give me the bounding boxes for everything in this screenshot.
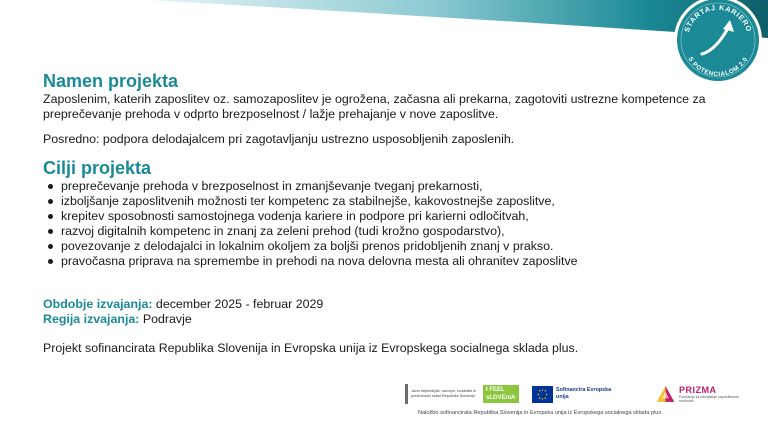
region-line — [43, 312, 733, 327]
goal-item: pravočasna priprava na spremembe in prehodi na nova delovna mesta ali ohranitev zaposlitve — [61, 254, 733, 269]
prizma-subtitle: Fundacija za izboljšanje zaposlitvenih možnosti — [679, 395, 739, 403]
region-label: Regija izvajanja: — [43, 312, 140, 326]
goal-item: krepitev sposobnosti samostojnega vodenja kariere in podpore pri karierni odločitvah, — [61, 209, 733, 224]
goals-list — [43, 179, 733, 269]
eu-flag-icon — [532, 386, 553, 403]
main-content — [43, 70, 733, 356]
prizma-prism-icon — [655, 383, 676, 405]
prizma-logo — [655, 382, 745, 406]
ministry-logo — [405, 382, 477, 406]
goal-item: izboljšanje zaposlitvenih možnosti ter kompetenc za stabilnejše, kakovostnejše zaposlitve, — [61, 194, 733, 209]
badge-text-top: STARTAJ KARIERO — [682, 2, 754, 34]
region-value: Podravje — [139, 312, 192, 326]
period-line — [43, 297, 733, 312]
goal-item: preprečevanje prehoda v brezposelnost in zmanjševanje tveganj prekarnosti, — [61, 179, 733, 194]
header-band — [0, 0, 768, 70]
period-value: december 2025 - februar 2029 — [152, 297, 324, 311]
purpose-heading: Namen projekta — [43, 71, 179, 91]
goals-heading: Cilji projekta — [43, 158, 152, 178]
purpose-indirect-text: Posredno: podpora delodajalcem pri zagotavljanju ustrezno usposobljenih zaposlenih. — [43, 132, 515, 146]
period-label: Obdobje izvajanja: — [43, 297, 153, 311]
goal-item: razvoj digitalnih kompetenc in znanj za zeleni prehod (tudi krožno gospodarstvo), — [61, 224, 733, 239]
eu-logo-text: Sofinancira Evropska unija — [556, 387, 612, 400]
footer-note: Naložbo sofinancirata Republika Slovenija in Evropska unija iz Evropskega socialnega sklada plus. — [418, 410, 663, 416]
ministry-emblem-icon — [405, 384, 408, 404]
prizma-wordmark: PRIZMA — [679, 385, 717, 395]
goal-item: povezovanje z delodajalci in lokalnim okoljem za boljši prenos pridobljenih znanj v prakso. — [61, 239, 733, 254]
ifeel-slovenia-text: I FEEL sLOVEnIA — [483, 385, 519, 403]
badge-text-bottom: S POTENCIALOM 2.0 — [686, 55, 750, 79]
ifeel-slovenia-logo — [483, 382, 519, 406]
cofinancing-text: Projekt sofinancirata Republika Slovenija in Evropska unija iz Evropskega socialnega sklada plus. — [43, 341, 579, 355]
ministry-logo-text: Javni štipendijski, razvojni, invalidski in preživninski sklad Republike Slovenije — [411, 389, 477, 398]
eu-logo — [532, 382, 612, 406]
funder-logos — [405, 382, 745, 408]
purpose-text: Zaposlenim, katerih zaposlitev oz. samozaposlitev je ogrožena, začasna ali prekarna, zagotoviti ustrezne kompetence za preprečevanje prehoda v odprto brezposelnost / lažje prehajanje v nove zaposlitve. — [43, 92, 706, 121]
